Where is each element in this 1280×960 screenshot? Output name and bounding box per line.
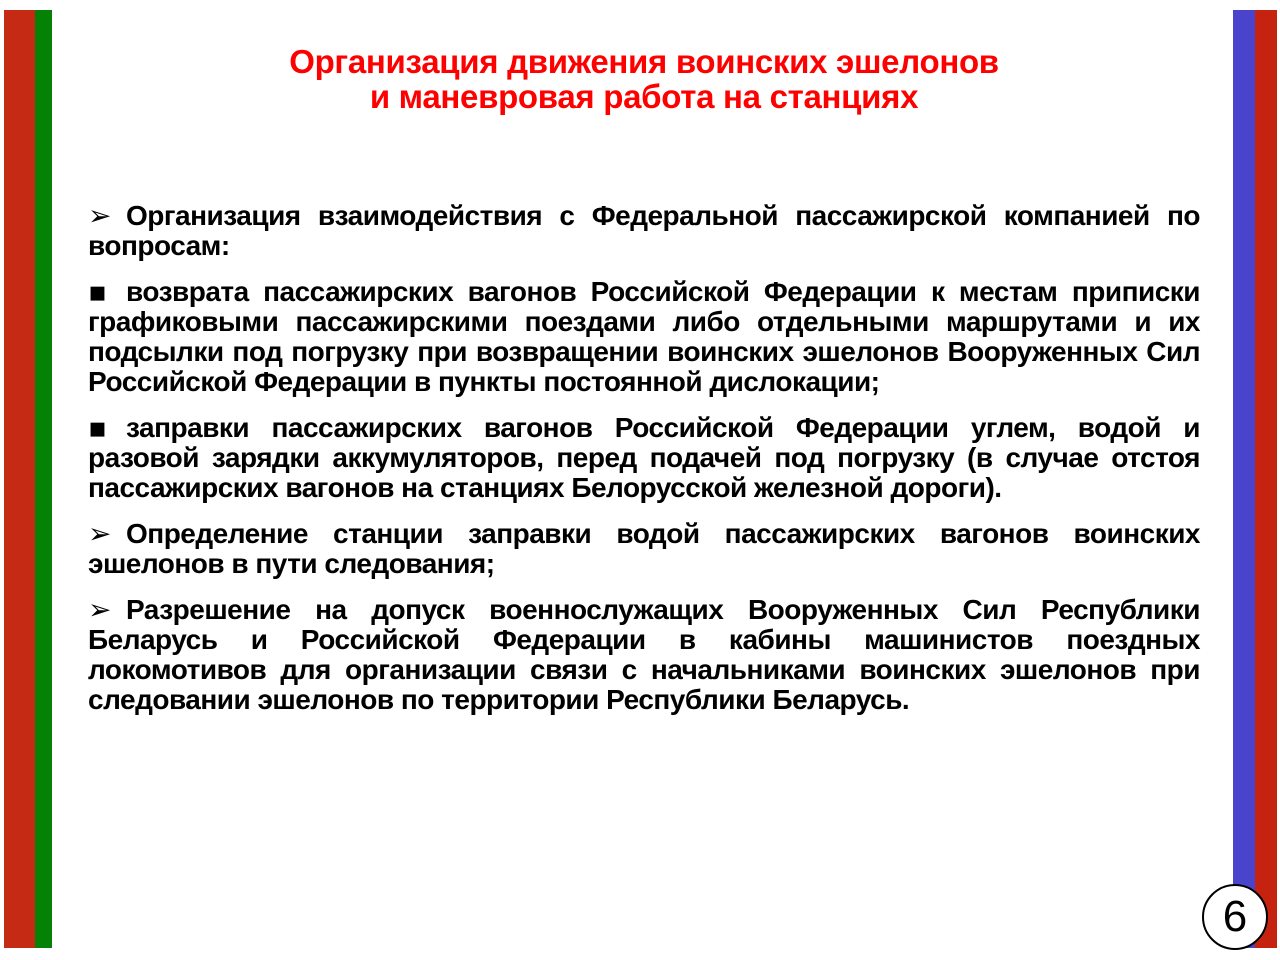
slide-title-line-2: и маневровая работа на станциях — [369, 78, 919, 115]
arrow-bullet-icon: ➢ — [88, 593, 112, 626]
square-bullet-icon: ▪ — [88, 411, 107, 444]
slide-title — [88, 44, 1200, 114]
paragraph-text: возврата пассажирских вагонов Российской Федерации к местам приписки графиковыми пассажирскими поездами либо отдельными маршрутами и их подсылки под погрузку при возвращении воинских эшелонов Вооруженных Сил Российской Федерации в пункты постоянной дислокации; — [88, 276, 1200, 397]
page-number: 6 — [1222, 892, 1248, 941]
slide-title-line-1: Организация движения воинских эшелонов — [289, 43, 999, 80]
bullet-paragraph — [88, 519, 1200, 579]
slide-body — [88, 201, 1200, 731]
left-border-stripe-red — [4, 10, 35, 948]
bullet-paragraph — [88, 413, 1200, 503]
right-border-stripe-blue — [1233, 10, 1255, 948]
bullet-paragraph — [88, 277, 1200, 397]
paragraph-text: Определение станции заправки водой пассажирских вагонов воинских эшелонов в пути следования; — [88, 518, 1200, 579]
arrow-bullet-icon: ➢ — [88, 517, 112, 550]
bullet-paragraph — [88, 201, 1200, 261]
square-bullet-icon: ▪ — [88, 275, 107, 308]
paragraph-text: заправки пассажирских вагонов Российской Федерации углем, водой и разовой зарядки аккумуляторов, перед подачей под погрузку (в случае отстоя пассажирских вагонов на станциях Белорусской железной дороги). — [88, 412, 1200, 503]
bullet-paragraph — [88, 595, 1200, 715]
left-border-stripe-green — [35, 10, 52, 948]
page-number-badge — [1202, 884, 1268, 950]
paragraph-text: Разрешение на допуск военнослужащих Вооруженных Сил Республики Беларусь и Российской Федерации в кабины машинистов поездных локомотивов для организации связи с начальниками воинских эшелонов при следовании эшелонов по территории Республики Беларусь. — [88, 594, 1200, 715]
arrow-bullet-icon: ➢ — [88, 199, 112, 232]
paragraph-text: Организация взаимодействия с Федеральной пассажирской компанией по вопросам: — [88, 200, 1200, 261]
right-border-stripe-red — [1255, 10, 1277, 948]
